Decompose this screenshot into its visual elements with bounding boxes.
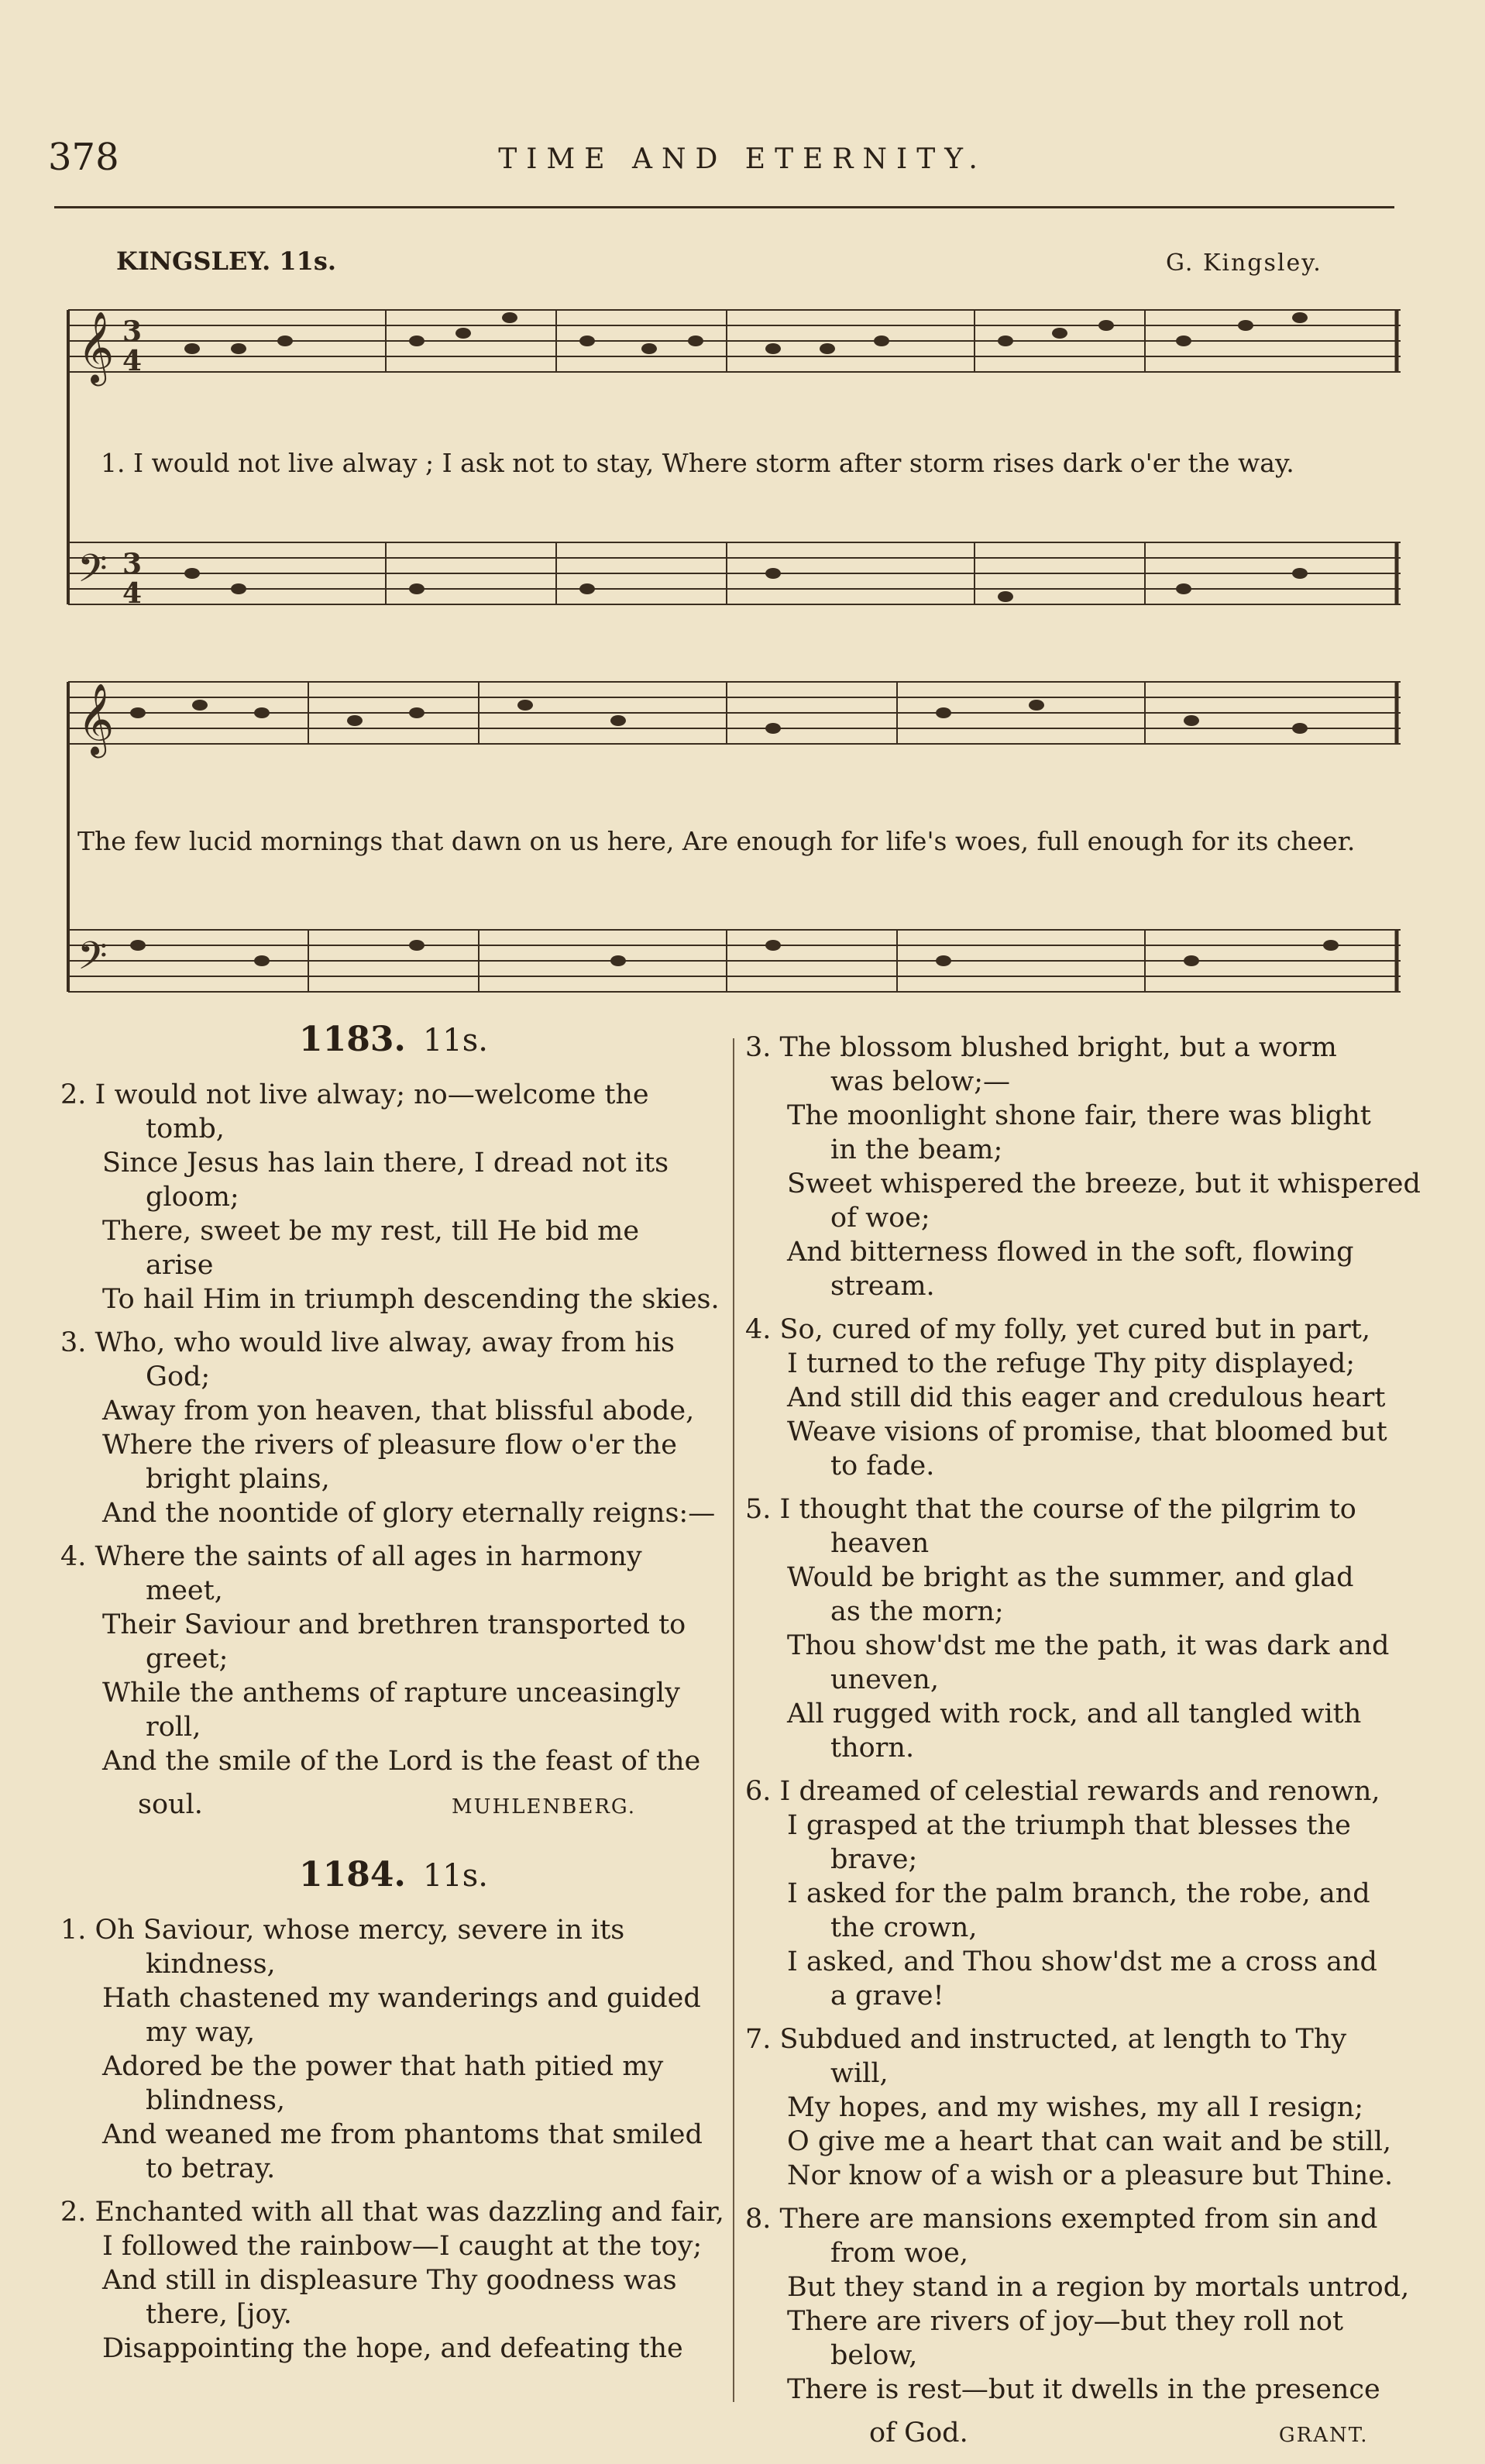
svg-text:3: 3 [122, 315, 143, 348]
stanza [60, 2195, 727, 2366]
stanza-line: 4. So, cured of my folly, yet cured but in part, [745, 1314, 1370, 1345]
stanza-line: stream. [830, 1271, 935, 1302]
stanza-line: I turned to the refuge Thy pity displayed; [787, 1348, 1356, 1379]
svg-text:4: 4 [122, 345, 143, 377]
stanza-line: Away from yon heaven, that blissful abode, [102, 1395, 695, 1426]
column-divider [733, 1038, 734, 2402]
hymn-1183-heading [60, 1020, 727, 1059]
stanza-line: And still did this eager and credulous heart [787, 1382, 1386, 1413]
stanza-line: Hath chastened my wanderings and guided [102, 1983, 701, 2014]
stanza-line: My hopes, and my wishes, my all I resign; [787, 2092, 1364, 2123]
stanza-line: Adored be the power that hath pitied my [102, 2051, 664, 2082]
svg-text:𝄞: 𝄞 [77, 683, 115, 755]
lyric-line-2: The few lucid mornings that dawn on us here, Are enough for life's woes, full enough for its cheer. [77, 826, 1356, 856]
stanza-line: bright plains, [146, 1464, 330, 1495]
stanza-line: below, [830, 2340, 918, 2371]
stanza-line: in the beam; [830, 1134, 1003, 1165]
stanza-line: 5. I thought that the course of the pilgrim to [745, 1494, 1356, 1525]
right-column [745, 1031, 1421, 2452]
hymn-1184-last-line [745, 2416, 1411, 2452]
stanza-line: 3. The blossom blushed bright, but a worm [745, 1032, 1337, 1063]
stanza-line: of woe; [830, 1203, 930, 1234]
stanza-line: Would be bright as the summer, and glad [787, 1562, 1354, 1593]
stanza-line: I asked, and Thou show'dst me a cross and [787, 1946, 1377, 1977]
stanza-line: And still in displeasure Thy goodness was [102, 2265, 677, 2296]
stanza [60, 1540, 727, 1778]
stanza [745, 1492, 1411, 1765]
hymn-1184-stanzas-right [745, 1031, 1421, 2407]
stanza-line: Sweet whispered the breeze, but it whispered [787, 1168, 1421, 1199]
stanza-line: uneven, [830, 1664, 939, 1695]
header-rule [54, 206, 1394, 208]
stanza-line: kindness, [146, 1949, 276, 1980]
stanza-line: 7. Subdued and instructed, at length to Thy [745, 2024, 1347, 2055]
stanza-line: my way, [146, 2017, 256, 2048]
stanza [745, 2202, 1411, 2407]
stanza [745, 1774, 1411, 2013]
hymn-1183-stanzas [60, 1078, 727, 1778]
svg-text:𝄢: 𝄢 [77, 934, 108, 988]
stanza-line: Weave visions of promise, that bloomed but [787, 1416, 1387, 1447]
svg-text:4: 4 [122, 577, 143, 610]
stanza-line: Where the rivers of pleasure flow o'er the [102, 1430, 677, 1461]
stanza-line: blindness, [146, 2085, 286, 2116]
stanza-line: was below;— [830, 1066, 1011, 1097]
stanza-line: All rugged with rock, and all tangled with [787, 1698, 1362, 1729]
stanza-line: greet; [146, 1643, 229, 1674]
tune-composer: G. Kingsley. [1166, 249, 1322, 277]
last-line-text: soul. [138, 1789, 203, 1820]
svg-text:𝄞: 𝄞 [77, 311, 115, 383]
stanza-line: Since Jesus has lain there, I dread not its [102, 1148, 669, 1179]
stanza-line: 2. I would not live alway; no—welcome the [60, 1079, 649, 1110]
stanza-line: tomb, [146, 1113, 225, 1144]
stanza-line: roll, [146, 1712, 201, 1743]
stanza-line: as the morn; [830, 1596, 1004, 1627]
stanza-line: God; [146, 1361, 211, 1392]
music-score [60, 263, 1424, 1007]
stanza-line: 6. I dreamed of celestial rewards and renown, [745, 1776, 1380, 1807]
stanza-line: Their Saviour and brethren transported to [102, 1609, 686, 1640]
svg-text:𝄢: 𝄢 [77, 546, 108, 601]
hymn-number: 1184. [299, 1855, 406, 1894]
stanza-line: 4. Where the saints of all ages in harmony [60, 1541, 642, 1572]
hymn-meter: 11s. [422, 1023, 488, 1058]
hymn-1183-last-line [60, 1788, 727, 1824]
hymn-author: GRANT. [1278, 2424, 1369, 2447]
stanza-line: Nor know of a wish or a pleasure but Thine. [787, 2160, 1394, 2191]
stanza-line: heaven [830, 1528, 930, 1559]
svg-text:3: 3 [122, 548, 143, 580]
stanza-line: to betray. [146, 2153, 276, 2184]
stanza-line: There, sweet be my rest, till He bid me [102, 1216, 640, 1247]
stanza-line: Thou show'dst me the path, it was dark and [787, 1630, 1390, 1661]
stanza-line: The moonlight shone fair, there was blight [787, 1100, 1371, 1131]
stanza [60, 1078, 727, 1316]
stanza-line: While the anthems of rapture unceasingly [102, 1678, 680, 1709]
last-line-text: of God. [869, 2418, 968, 2449]
stanza-line: And weaned me from phantoms that smiled [102, 2119, 703, 2150]
stanza [60, 1913, 727, 2186]
hymn-1184-stanzas-left [60, 1913, 727, 2366]
page-number: 378 [48, 136, 119, 179]
stanza-line: from woe, [830, 2238, 968, 2269]
stanza-line: 2. Enchanted with all that was dazzling and fair, [60, 2197, 724, 2228]
stanza-line: 1. Oh Saviour, whose mercy, severe in its [60, 1915, 625, 1946]
running-title: TIME AND ETERNITY. [498, 143, 987, 175]
stanza-line: I asked for the palm branch, the robe, and [787, 1878, 1370, 1909]
stanza-line: meet, [146, 1575, 223, 1606]
stanza-line: thorn. [830, 1733, 915, 1764]
stanza-line: I grasped at the triumph that blesses the [787, 1810, 1351, 1841]
stanza-line: I followed the rainbow—I caught at the toy; [102, 2231, 703, 2262]
stanza [745, 1031, 1421, 1303]
stanza-line: a grave! [830, 1980, 944, 2011]
hymn-meter: 11s. [422, 1858, 488, 1894]
stanza-line: There are rivers of joy—but they roll not [787, 2306, 1344, 2337]
stanza-line: will, [830, 2058, 889, 2089]
hymn-author: MUHLENBERG. [452, 1795, 637, 1819]
stanza [745, 1313, 1411, 1483]
stanza-line: To hail Him in triumph descending the skies. [102, 1284, 720, 1315]
stanza-line: And bitterness flowed in the soft, flowing [787, 1237, 1354, 1268]
stanza-line: And the smile of the Lord is the feast of the [102, 1746, 701, 1777]
stanza-line: Disappointing the hope, and defeating the [102, 2333, 683, 2364]
stanza [60, 1326, 727, 1530]
hymn-1184-heading [60, 1855, 727, 1894]
stanza-line: O give me a heart that can wait and be still, [787, 2126, 1392, 2157]
stanza-line: the crown, [830, 1912, 978, 1943]
stanza-line: And the noontide of glory eternally reigns:— [102, 1498, 716, 1529]
hymn-number: 1183. [299, 1020, 406, 1059]
left-column [60, 1020, 727, 2375]
lyric-line-1: 1. I would not live alway ; I ask not to stay, Where storm after storm rises dark o'er the way. [101, 448, 1294, 478]
stanza-line: arise [146, 1250, 214, 1281]
tune-name: KINGSLEY. 11s. [116, 246, 337, 276]
stanza [745, 2022, 1411, 2193]
stanza-line: there, [joy. [146, 2299, 292, 2330]
stanza-line: gloom; [146, 1182, 239, 1213]
stanza-line: But they stand in a region by mortals untrod, [787, 2272, 1410, 2303]
stanza-line: brave; [830, 1844, 918, 1875]
stanza-line: 3. Who, who would live alway, away from his [60, 1327, 675, 1358]
stanza-line: to fade. [830, 1451, 935, 1481]
stanza-line: There is rest—but it dwells in the presence [787, 2374, 1380, 2405]
stanza-line: 8. There are mansions exempted from sin and [745, 2204, 1378, 2235]
